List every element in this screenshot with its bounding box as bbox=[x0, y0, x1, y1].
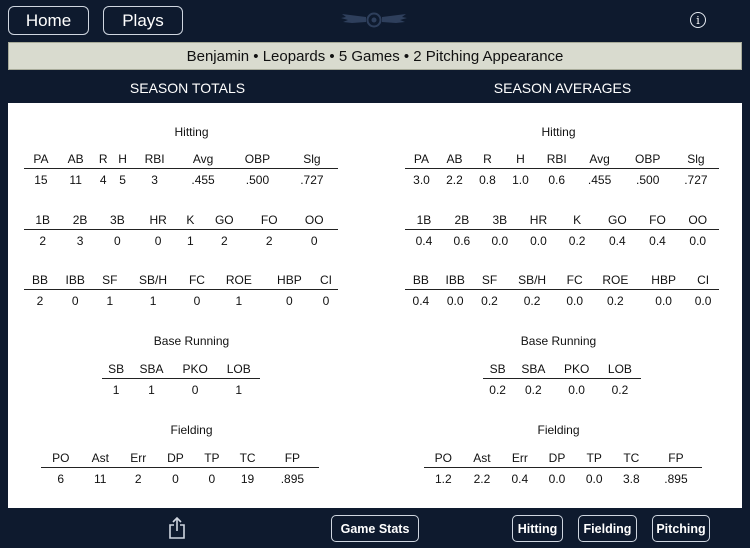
column-header: LOB bbox=[218, 360, 260, 378]
top-bar bbox=[0, 0, 750, 40]
value-row bbox=[424, 467, 702, 486]
stat-value: 3.0 bbox=[413, 173, 430, 187]
base-running-heading: Base Running bbox=[520, 334, 597, 348]
stat-value: 0.0 bbox=[446, 294, 464, 308]
column-header: FC bbox=[181, 271, 213, 289]
column-header: IBB bbox=[56, 271, 95, 289]
base-running-table bbox=[483, 360, 641, 397]
column-header: PO bbox=[41, 449, 81, 467]
home-button[interactable]: Home bbox=[8, 6, 89, 35]
header-row bbox=[24, 271, 338, 289]
column-header: RBI bbox=[132, 150, 177, 168]
value-row bbox=[24, 168, 338, 187]
column-header: AB bbox=[58, 150, 94, 168]
stat-value: 2.2 bbox=[446, 173, 463, 187]
column-header: TP bbox=[194, 449, 229, 467]
share-icon[interactable] bbox=[166, 516, 188, 540]
column-header: SF bbox=[474, 271, 506, 289]
base-running-heading: Base Running bbox=[153, 334, 230, 348]
value-row bbox=[24, 289, 338, 308]
hitting-table-2 bbox=[24, 211, 338, 248]
column-header: TC bbox=[613, 449, 650, 467]
stat-value: 0.2 bbox=[568, 234, 586, 248]
column-header: TP bbox=[576, 449, 613, 467]
stats-panel bbox=[8, 103, 742, 508]
stat-value: 0.4 bbox=[608, 234, 626, 248]
fielding-button[interactable]: Fielding bbox=[578, 515, 637, 542]
column-header: 3B bbox=[481, 211, 519, 229]
stat-value: 0.6 bbox=[548, 173, 566, 187]
season-averages-column bbox=[375, 103, 742, 508]
header-row bbox=[483, 360, 641, 378]
stat-value: 19 bbox=[240, 472, 255, 486]
stat-value: 1 bbox=[112, 383, 120, 397]
stat-value: 0 bbox=[322, 294, 330, 308]
column-header: BB bbox=[24, 271, 56, 289]
stat-value: 0 bbox=[193, 294, 201, 308]
pitching-button[interactable]: Pitching bbox=[652, 515, 710, 542]
column-header: 2B bbox=[61, 211, 98, 229]
hitting-button[interactable]: Hitting bbox=[512, 515, 563, 542]
stat-value: 2 bbox=[265, 234, 273, 248]
stat-value: 2 bbox=[36, 294, 44, 308]
hitting-table-1 bbox=[405, 150, 719, 187]
column-header: PKO bbox=[554, 360, 598, 378]
stat-value: 0.8 bbox=[479, 173, 496, 187]
stat-value: 0 bbox=[154, 234, 162, 248]
stat-value: 11 bbox=[69, 173, 82, 187]
column-header: PA bbox=[24, 150, 58, 168]
hitting-table-3 bbox=[24, 271, 338, 308]
column-header: OBP bbox=[623, 150, 673, 168]
stat-value: 2 bbox=[220, 234, 228, 248]
stat-value: 0.0 bbox=[689, 234, 707, 248]
column-header: PKO bbox=[173, 360, 218, 378]
stat-value: 0.4 bbox=[412, 294, 430, 308]
column-header: TC bbox=[229, 449, 265, 467]
value-row bbox=[41, 467, 319, 486]
hitting-table-3 bbox=[405, 271, 719, 308]
stat-value: 0.6 bbox=[453, 234, 471, 248]
stat-value: 0.2 bbox=[611, 383, 629, 397]
stat-value: 3 bbox=[76, 234, 84, 248]
column-header: FO bbox=[248, 211, 290, 229]
stat-value: .455 bbox=[587, 173, 612, 187]
stat-value: 0.2 bbox=[524, 383, 542, 397]
player-summary-banner: Benjamin • Leopards • 5 Games • 2 Pitching Appearance bbox=[8, 42, 742, 70]
column-header: R bbox=[471, 150, 504, 168]
column-header: FP bbox=[266, 449, 319, 467]
stat-value: 0.0 bbox=[548, 472, 566, 486]
column-header: SB/H bbox=[125, 271, 181, 289]
stat-value: 0.4 bbox=[649, 234, 666, 248]
wings-logo-icon bbox=[340, 10, 408, 30]
stat-value: 3 bbox=[151, 173, 158, 187]
base-running-table bbox=[102, 360, 260, 397]
stat-value: 0.0 bbox=[568, 383, 585, 397]
bottom-toolbar bbox=[0, 508, 750, 548]
hitting-heading: Hitting bbox=[541, 125, 576, 139]
stat-value: 1 bbox=[235, 383, 243, 397]
column-header: FO bbox=[639, 211, 677, 229]
column-header: HR bbox=[519, 211, 558, 229]
column-header: BB bbox=[405, 271, 437, 289]
stat-value: 0 bbox=[114, 234, 121, 248]
stat-value: 1.2 bbox=[434, 472, 452, 486]
season-totals-column bbox=[8, 103, 375, 508]
column-header: PO bbox=[424, 449, 463, 467]
stat-value: 0.0 bbox=[530, 234, 547, 248]
column-header: 1B bbox=[405, 211, 443, 229]
header-row bbox=[405, 150, 719, 168]
column-header: SF bbox=[95, 271, 126, 289]
fielding-heading: Fielding bbox=[537, 423, 580, 437]
stat-value: .895 bbox=[664, 472, 688, 486]
column-header: Slg bbox=[286, 150, 338, 168]
stat-value: .727 bbox=[684, 173, 708, 187]
value-row bbox=[405, 168, 719, 187]
column-header: SBA bbox=[512, 360, 554, 378]
value-row bbox=[24, 229, 338, 248]
column-header: OO bbox=[290, 211, 338, 229]
column-header: GO bbox=[201, 211, 248, 229]
stat-value: 0.2 bbox=[481, 294, 498, 308]
header-row bbox=[405, 271, 719, 289]
column-header: Err bbox=[120, 449, 156, 467]
stat-value: 3.8 bbox=[623, 472, 640, 486]
hitting-table-1 bbox=[24, 150, 338, 187]
column-header: CI bbox=[687, 271, 719, 289]
column-header: SB bbox=[483, 360, 512, 378]
column-header: HBP bbox=[640, 271, 687, 289]
stat-value: .500 bbox=[245, 173, 270, 187]
column-header: ROE bbox=[213, 271, 265, 289]
column-header: K bbox=[180, 211, 200, 229]
column-header: Slg bbox=[673, 150, 719, 168]
stat-value: 0.0 bbox=[694, 294, 712, 308]
column-header: Avg bbox=[577, 150, 623, 168]
column-header: Ast bbox=[81, 449, 121, 467]
stat-value: 0.0 bbox=[585, 472, 603, 486]
header-row bbox=[24, 211, 338, 229]
column-header: DP bbox=[156, 449, 194, 467]
stat-value: 5 bbox=[119, 173, 126, 187]
column-header: SB bbox=[102, 360, 130, 378]
column-header: Ast bbox=[463, 449, 502, 467]
column-header: HR bbox=[136, 211, 180, 229]
stat-value: 0.0 bbox=[566, 294, 584, 308]
value-row bbox=[405, 289, 719, 308]
column-header: CI bbox=[314, 271, 338, 289]
column-header: SB/H bbox=[505, 271, 558, 289]
stat-value: 0 bbox=[191, 383, 199, 397]
column-header: 3B bbox=[99, 211, 136, 229]
stat-value: .455 bbox=[191, 173, 215, 187]
column-header: IBB bbox=[437, 271, 474, 289]
value-row bbox=[102, 378, 260, 397]
fielding-table bbox=[424, 449, 702, 486]
value-row bbox=[483, 378, 641, 397]
column-header: LOB bbox=[599, 360, 641, 378]
stat-value: 15 bbox=[34, 173, 48, 187]
stat-value: 1 bbox=[148, 383, 155, 397]
stat-value: 2 bbox=[39, 234, 47, 248]
header-row bbox=[41, 449, 319, 467]
header-row bbox=[405, 211, 719, 229]
column-header: PA bbox=[405, 150, 438, 168]
stat-value: 1 bbox=[187, 234, 194, 248]
stat-value: 1 bbox=[106, 294, 114, 308]
stat-value: 11 bbox=[94, 472, 107, 486]
hitting-table-2 bbox=[405, 211, 719, 248]
stat-value: 6 bbox=[57, 472, 65, 486]
stat-value: 0 bbox=[310, 234, 318, 248]
stat-value: 1 bbox=[235, 294, 243, 308]
header-row bbox=[102, 360, 260, 378]
stat-value: 0.2 bbox=[489, 383, 506, 397]
stat-value: 0 bbox=[172, 472, 179, 486]
season-averages-title: SEASON AVERAGES bbox=[493, 80, 632, 96]
stat-value: 0.0 bbox=[655, 294, 672, 308]
column-header: Avg bbox=[177, 150, 229, 168]
stat-value: 2.2 bbox=[473, 472, 491, 486]
stat-value: 0.4 bbox=[511, 472, 529, 486]
column-header: RBI bbox=[537, 150, 577, 168]
stat-value: 2 bbox=[134, 472, 142, 486]
column-header: H bbox=[504, 150, 537, 168]
info-icon[interactable]: i bbox=[690, 12, 706, 28]
plays-button[interactable]: Plays bbox=[103, 6, 183, 35]
column-header: H bbox=[113, 150, 132, 168]
column-header: R bbox=[94, 150, 113, 168]
column-header: K bbox=[558, 211, 596, 229]
hitting-heading: Hitting bbox=[174, 125, 209, 139]
stat-value: .500 bbox=[636, 173, 660, 187]
column-header: SBA bbox=[130, 360, 172, 378]
column-header: AB bbox=[438, 150, 471, 168]
header-row bbox=[24, 150, 338, 168]
fielding-table bbox=[41, 449, 319, 486]
fielding-heading: Fielding bbox=[170, 423, 213, 437]
stat-value: 0 bbox=[208, 472, 216, 486]
season-totals-title: SEASON TOTALS bbox=[129, 80, 246, 96]
column-header: HBP bbox=[265, 271, 314, 289]
column-header: OBP bbox=[229, 150, 286, 168]
column-header: FC bbox=[559, 271, 591, 289]
column-header: 2B bbox=[443, 211, 481, 229]
stat-value: 1.0 bbox=[512, 173, 529, 187]
column-header: GO bbox=[596, 211, 638, 229]
stat-value: 1 bbox=[149, 294, 157, 308]
stat-value: 0.2 bbox=[607, 294, 624, 308]
value-row bbox=[405, 229, 719, 248]
header-row bbox=[424, 449, 702, 467]
column-header: DP bbox=[538, 449, 575, 467]
column-header: Err bbox=[501, 449, 538, 467]
column-header: 1B bbox=[24, 211, 61, 229]
column-header: OO bbox=[676, 211, 719, 229]
stat-value: 0.4 bbox=[415, 234, 433, 248]
stat-value: 4 bbox=[99, 173, 107, 187]
stat-value: 0.0 bbox=[491, 234, 509, 248]
stat-value: 0.2 bbox=[523, 294, 541, 308]
stat-value: 0 bbox=[71, 294, 79, 308]
game-stats-button[interactable]: Game Stats bbox=[331, 515, 419, 542]
stat-value: 0 bbox=[286, 294, 293, 308]
stat-value: .727 bbox=[300, 173, 324, 187]
column-header: ROE bbox=[591, 271, 641, 289]
stat-value: .895 bbox=[280, 472, 305, 486]
column-header: FP bbox=[650, 449, 702, 467]
